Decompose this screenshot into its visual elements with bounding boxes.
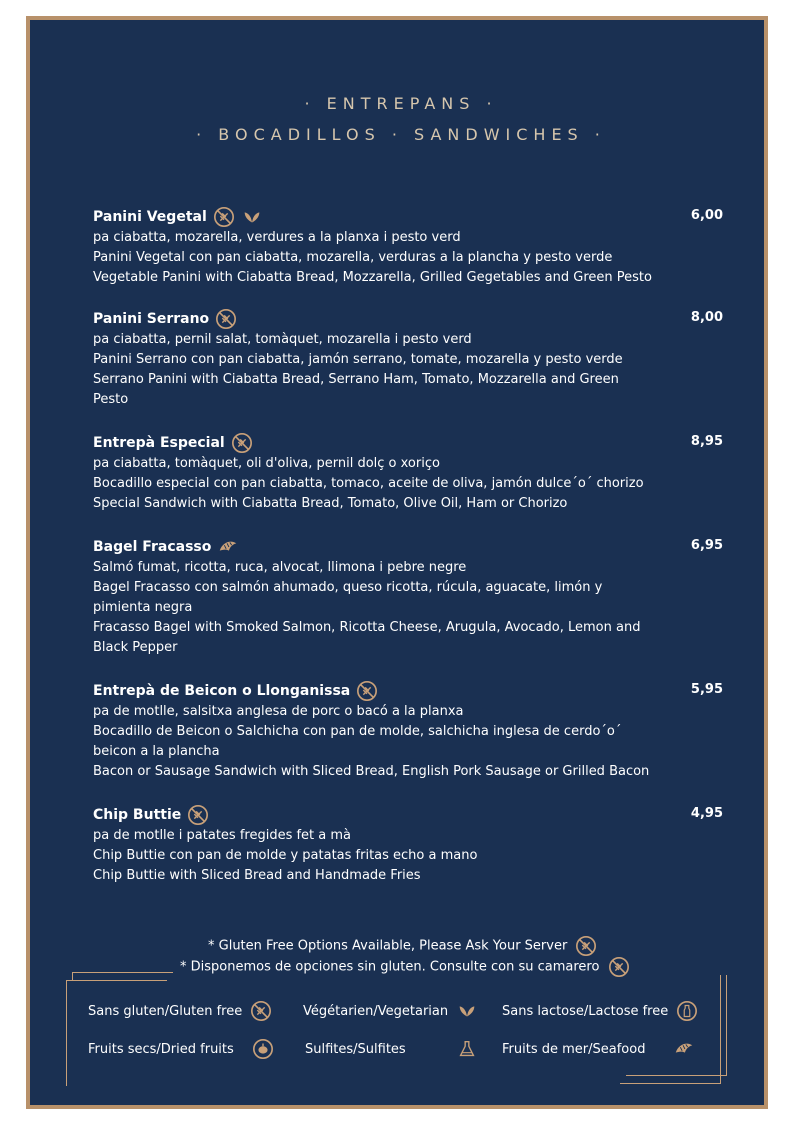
item-price: 8,00 (690, 310, 723, 325)
header-line-1: · ENTREPANS · (304, 94, 498, 113)
item-description-en: Serrano Panini with Ciabatta Bread, Serrano Ham, Tomato, Mozzarella and Green (93, 372, 619, 387)
item-name: Chip Buttie (93, 807, 182, 823)
seafood-icon (217, 536, 239, 558)
vegetarian-icon (456, 1000, 478, 1022)
item-description-ca: pa ciabatta, pernil salat, tomàquet, mozarella i pesto verd (93, 332, 472, 347)
item-description-en: Vegetable Panini with Ciabatta Bread, Mozzarella, Grilled Gegetables and Green Pesto (93, 270, 652, 285)
legend-gluten-free: Sans gluten/Gluten free (88, 1000, 272, 1022)
item-description-es-cont: beicon a la plancha (93, 744, 220, 759)
item-description-en: Chip Buttie with Sliced Bread and Handmade Fries (93, 868, 421, 883)
legend-seafood: Fruits de mer/Seafood (502, 1038, 695, 1060)
item-description-es: Panini Serrano con pan ciabatta, jamón serrano, tomate, mozarella y pesto verde (93, 352, 623, 367)
item-name: Bagel Fracasso (93, 539, 212, 555)
header-line-2: · BOCADILLOS · SANDWICHES · (196, 125, 606, 144)
menu-item-entrepa-especial (93, 432, 723, 514)
menu-item-chip-buttie (93, 804, 723, 886)
item-description-ca: pa ciabatta, mozarella, verdures a la planxa i pesto verd (93, 230, 461, 245)
menu-item-bagel-fracasso (93, 536, 723, 658)
sulfites-icon (456, 1038, 478, 1060)
item-description-en-cont: Black Pepper (93, 640, 178, 655)
gluten-note-en: * Gluten Free Options Available, Please Ask Your Server (208, 935, 597, 957)
item-description-ca: pa de motlle i patates fregides fet a mà (93, 828, 352, 843)
gluten-free-icon (187, 804, 209, 826)
item-description-es: Bagel Fracasso con salmón ahumado, queso ricotta, rúcula, aguacate, limón y (93, 580, 603, 595)
vegetarian-icon (241, 206, 263, 228)
item-price: 4,95 (690, 806, 723, 821)
menu-item-panini-vegetal (93, 206, 723, 288)
item-price: 5,95 (690, 682, 723, 697)
item-description-es: Bocadillo especial con pan ciabatta, tomaco, aceite de oliva, jamón dulce´o´ chorizo (93, 476, 644, 491)
legend-dried-fruits: Fruits secs/Dried fruits (88, 1038, 274, 1060)
legend-lactose-free: Sans lactose/Lactose free (502, 1000, 698, 1022)
item-description-ca: pa de motlle, salsitxa anglesa de porc o bacó a la planxa (93, 704, 464, 719)
legend-bracket-left (66, 980, 167, 1086)
item-price: 6,95 (690, 538, 723, 553)
item-description-en: Bacon or Sausage Sandwich with Sliced Bread, English Pork Sausage or Grilled Bacon (93, 764, 650, 779)
item-description-es: Panini Vegetal con pan ciabatta, mozarella, verduras a la plancha y pesto verde (93, 250, 613, 265)
gluten-free-icon (231, 432, 253, 454)
menu-header (30, 88, 772, 150)
menu-frame (26, 16, 768, 1109)
item-name: Panini Vegetal (93, 209, 207, 225)
gluten-free-icon (575, 935, 597, 957)
gluten-free-icon (215, 308, 237, 330)
gluten-note-es: * Disponemos de opciones sin gluten. Consulte con su camarero (180, 956, 630, 978)
item-name: Entrepà de Beicon o Llonganissa (93, 683, 351, 699)
seafood-icon (673, 1038, 695, 1060)
legend-bracket-inner-right (626, 975, 727, 1076)
item-price: 6,00 (690, 208, 723, 223)
menu-item-entrepa-beicon (93, 680, 723, 782)
item-description-es: Bocadillo de Beicon o Salchicha con pan de molde, salchicha inglesa de cerdo´o´ (93, 724, 622, 739)
item-name: Panini Serrano (93, 311, 210, 327)
gluten-free-icon (213, 206, 235, 228)
item-price: 8,95 (690, 434, 723, 449)
item-description-es: Chip Buttie con pan de molde y patatas fritas echo a mano (93, 848, 478, 863)
lactose-free-icon (676, 1000, 698, 1022)
legend-vegetarian: Végétarien/Vegetarian (303, 1000, 478, 1022)
item-description-ca: Salmó fumat, ricotta, ruca, alvocat, llimona i pebre negre (93, 560, 467, 575)
item-description-es-cont: pimienta negra (93, 600, 193, 615)
gluten-free-icon (250, 1000, 272, 1022)
item-description-en: Fracasso Bagel with Smoked Salmon, Ricotta Cheese, Arugula, Avocado, Lemon and (93, 620, 641, 635)
item-description-ca: pa ciabatta, tomàquet, oli d'oliva, pernil dolç o xoriço (93, 456, 440, 471)
item-name: Entrepà Especial (93, 435, 225, 451)
dried-fruits-icon (252, 1038, 274, 1060)
item-description-en: Special Sandwich with Ciabatta Bread, Tomato, Olive Oil, Ham or Chorizo (93, 496, 568, 511)
legend-sulfites: Sulfites/Sulfites (305, 1038, 478, 1060)
gluten-free-icon (356, 680, 378, 702)
menu-item-panini-serrano (93, 308, 723, 410)
item-description-en-cont: Pesto (93, 392, 129, 407)
